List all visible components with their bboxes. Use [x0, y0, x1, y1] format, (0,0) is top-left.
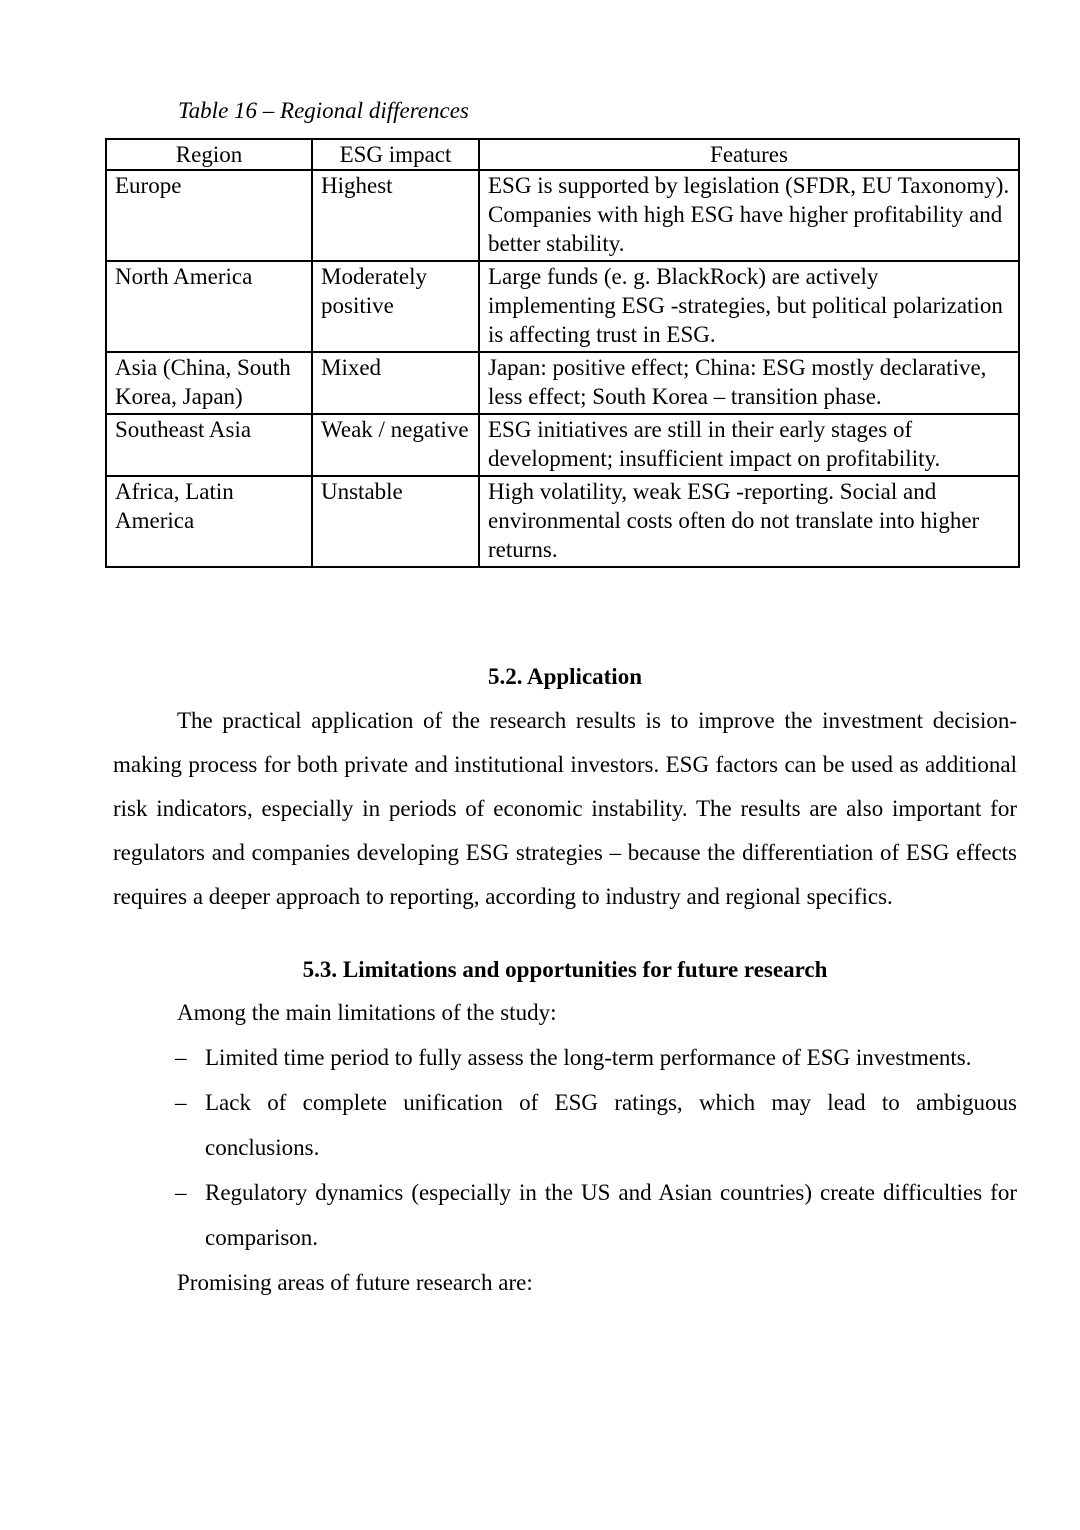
regional-differences-table: [105, 138, 1020, 568]
cell-features: Large funds (e. g. BlackRock) are actively implementing ESG -strategies, but political polarization is affecting trust in ESG.: [479, 261, 1019, 352]
list-dash-marker: –: [175, 1180, 187, 1205]
limitation-list-item: [113, 1080, 1017, 1170]
limitation-text: Regulatory dynamics (especially in the US and Asian countries) create difficulties for comparison.: [205, 1180, 1017, 1250]
column-header-esg-impact: ESG impact: [312, 139, 479, 170]
table-caption: Table 16 – Regional differences: [178, 98, 469, 123]
column-header-region: Region: [106, 139, 312, 170]
future-research-line: Promising areas of future research are:: [177, 1270, 533, 1295]
list-dash-marker: –: [175, 1045, 187, 1070]
cell-features: ESG is supported by legislation (SFDR, EU Taxonomy). Companies with high ESG have higher profitability and better stability.: [479, 170, 1019, 261]
cell-region: North America: [106, 261, 312, 352]
limitation-list-item: [113, 1170, 1017, 1260]
cell-features: High volatility, weak ESG -reporting. Social and environmental costs often do not translate into higher returns.: [479, 476, 1019, 567]
cell-features: Japan: positive effect; China: ESG mostly declarative, less effect; South Korea – transition phase.: [479, 352, 1019, 414]
cell-esg-impact: Highest: [312, 170, 479, 261]
list-dash-marker: –: [175, 1090, 187, 1115]
table-row: [106, 261, 1019, 352]
limitation-list-item: [113, 1035, 1017, 1080]
table-row: [106, 476, 1019, 567]
cell-esg-impact: Weak / negative: [312, 414, 479, 476]
cell-region: Africa, Latin America: [106, 476, 312, 567]
limitation-text: Lack of complete unification of ESG ratings, which may lead to ambiguous conclusions.: [205, 1090, 1017, 1160]
cell-esg-impact: Unstable: [312, 476, 479, 567]
column-header-features: Features: [479, 139, 1019, 170]
cell-region: Southeast Asia: [106, 414, 312, 476]
table-header-row: [106, 139, 1019, 170]
table-row: [106, 170, 1019, 261]
table-row: [106, 414, 1019, 476]
section-heading-application: 5.2. Application: [487, 664, 642, 689]
limitations-intro: Among the main limitations of the study:: [177, 1000, 557, 1025]
cell-region: Asia (China, South Korea, Japan): [106, 352, 312, 414]
table-row: [106, 352, 1019, 414]
cell-region: Europe: [106, 170, 312, 261]
application-paragraph: The practical application of the research results is to improve the investment decision-making process for both private and institutional investors. ESG factors can be used as additional risk indicators, especially in periods of economic instability. The results are also important for regulators and companies developing ESG strategies – because the differentiation of ESG effects requires a deeper approach to reporting, according to industry and regional specifics.: [113, 708, 1017, 909]
section-heading-limitations: 5.3. Limitations and opportunities for future research: [302, 957, 828, 982]
cell-esg-impact: Moderately positive: [312, 261, 479, 352]
cell-features: ESG initiatives are still in their early stages of development; insufficient impact on profitability.: [479, 414, 1019, 476]
cell-esg-impact: Mixed: [312, 352, 479, 414]
limitation-text: Limited time period to fully assess the long-term performance of ESG investments.: [205, 1045, 972, 1070]
